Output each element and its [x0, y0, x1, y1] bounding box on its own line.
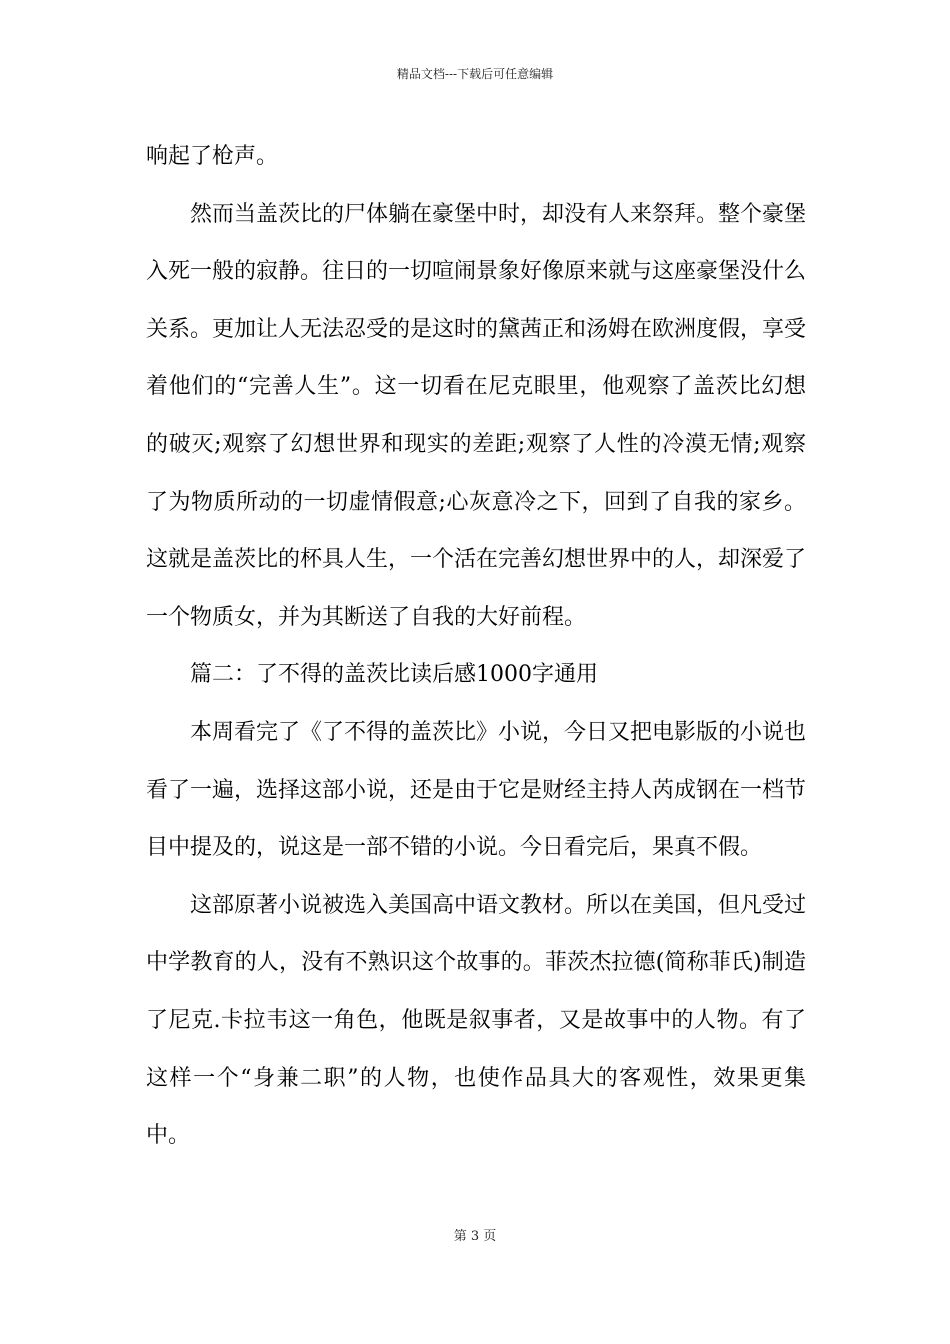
section-heading: 篇二：了不得的盖茨比读后感1000字通用 [190, 662, 598, 688]
page-number: 第 3 页 [453, 1229, 497, 1244]
paragraph: 本周看完了《了不得的盖茨比》小说，今日又把电影版的小说也看了一遍，选择这部小说，还是由于它是财经主持人芮成钢在一档节目中提及的，说这是一部不错的小说。今日看完后，果真不假。 [146, 719, 807, 861]
paragraph: 响起了枪声。 [146, 144, 279, 169]
paragraph: 这部原著小说被选入美国高中语文教材。所以在美国，但凡受过中学教育的人，没有不熟识这个故事的。菲茨杰拉德(简称菲氏)制造了尼克.卡拉韦这一角色，他既是叙事者，又是故事中的人物。有了这样一个“身兼二职”的人物，也使作品具大的客观性，效果更集中。 [146, 892, 807, 1149]
body-text [146, 128, 806, 1165]
page-header: 精品文档---下载后可任意编辑 [396, 67, 554, 81]
paragraph: 然而当盖茨比的尸体躺在豪堡中时，却没有人来祭拜。整个豪堡入死一般的寂静。往日的一切喧闹景象好像原来就与这座豪堡没什么关系。更加让人无法忍受的是这时的黛茜正和汤姆在欧洲度假，享受着他们的“完善人生”。这一切看在尼克眼里，他观察了盖茨比幻想的破灭;观察了幻想世界和现实的差距;观察了人性的冷漠无情;观察了为物质所动的一切虚情假意;心灰意冷之下，回到了自我的家乡。这就是盖茨比的杯具人生，一个活在完善幻想世界中的人，却深爱了一个物质女，并为其断送了自我的大好前程。 [146, 201, 807, 630]
